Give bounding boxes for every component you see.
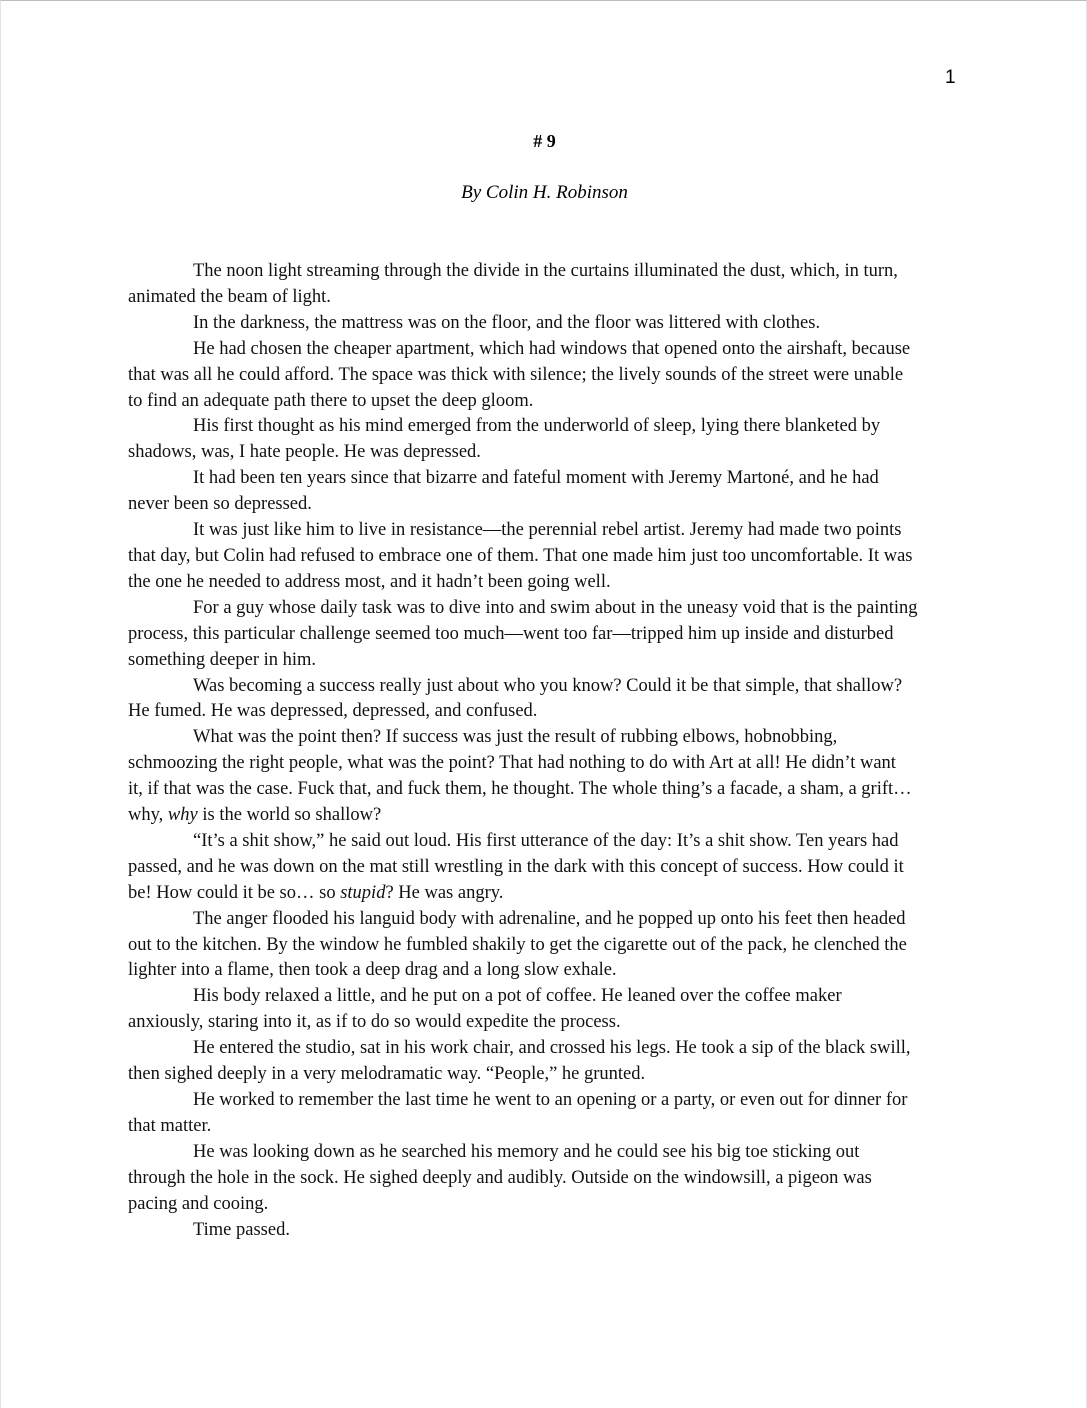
paragraph <box>128 674 963 726</box>
paragraph <box>128 414 963 466</box>
text-line: pacing and cooing. <box>128 1193 269 1214</box>
text-line: What was the point then? If success was just the result of rubbing elbows, hobnobbing, <box>193 727 838 748</box>
paragraph <box>128 1036 963 1088</box>
text-line: The anger flooded his languid body with adrenaline, and he popped up onto his feet then headed <box>193 908 906 929</box>
paragraph <box>128 518 963 596</box>
text-line: He worked to remember the last time he went to an opening or a party, or even out for dinner for <box>193 1090 908 1110</box>
text-line: never been so depressed. <box>128 494 312 515</box>
text-line: Time passed. <box>193 1219 290 1240</box>
text-line: to find an adequate path there to upset the deep gloom. <box>128 390 534 411</box>
paragraph <box>128 984 963 1036</box>
author-byline: By Colin H. Robinson <box>461 182 628 203</box>
text-line <box>128 803 963 829</box>
emphasized-word: stupid <box>340 882 386 903</box>
text-line: He fumed. He was depressed, depressed, and confused. <box>128 701 538 722</box>
text-line: the one he needed to address most, and it hadn’t been going well. <box>128 571 611 592</box>
text-line: lighter into a flame, then took a deep drag and a long slow exhale. <box>128 960 617 981</box>
text-line: It was just like him to live in resistance—the perennial rebel artist. Jeremy had made two points <box>193 520 902 541</box>
text-line: He had chosen the cheaper apartment, which had windows that opened onto the airshaft, because <box>193 338 911 359</box>
text-line: something deeper in him. <box>128 649 317 670</box>
text-line: He was looking down as he searched his memory and he could see his big toe sticking out <box>193 1141 860 1162</box>
text-line: His body relaxed a little, and he put on a pot of coffee. He leaned over the coffee maker <box>193 986 842 1007</box>
text-line: that day, but Colin had refused to embrace one of them. That one made him just too uncomfortable. It was <box>128 545 913 566</box>
text-line: passed, and he was down on the mat still wrestling in the dark with this concept of success. How could it <box>128 856 904 877</box>
text-line: animated the beam of light. <box>128 286 331 307</box>
text-line: schmoozing the right people, what was the point? That had nothing to do with Art at all! He didn’t want <box>128 753 896 774</box>
text-line: “It’s a shit show,” he said out loud. His first utterance of the day: It’s a shit show. Ten years had <box>193 830 899 851</box>
text-fragment: be! How could it be so… so <box>128 882 341 903</box>
text-fragment: why, <box>128 805 168 826</box>
text-line: Was becoming a success really just about who you know? Could it be that simple, that shallow? <box>193 675 903 696</box>
text-line: It had been ten years since that bizarre and fateful moment with Jeremy Martoné, and he had <box>193 468 879 489</box>
text-line: shadows, was, I hate people. He was depressed. <box>128 442 481 463</box>
paragraph <box>128 1218 963 1244</box>
paragraph <box>128 1088 963 1140</box>
paragraph <box>128 259 963 311</box>
page-number: 1 <box>945 67 956 88</box>
paragraph <box>128 1140 963 1218</box>
text-line: anxiously, staring into it, as if to do so would expedite the process. <box>128 1012 621 1033</box>
paragraph <box>128 725 963 829</box>
text-fragment: ? He was angry. <box>385 882 504 903</box>
text-line: For a guy whose daily task was to dive into and swim about in the uneasy void that is the painting <box>193 597 918 618</box>
text-fragment: is the world so shallow? <box>197 805 382 826</box>
paragraph <box>128 907 963 985</box>
text-line: out to the kitchen. By the window he fumbled shakily to get the cigarette out of the pack, he clenched the <box>128 934 907 955</box>
paragraph <box>128 829 963 907</box>
text-line: that matter. <box>128 1115 212 1136</box>
text-line: His first thought as his mind emerged from the underworld of sleep, lying there blanketed by <box>193 416 881 437</box>
emphasized-word: why <box>167 805 198 826</box>
text-line: process, this particular challenge seemed too much—went too far—tripped him up inside and disturbed <box>128 623 894 644</box>
text-line: through the hole in the sock. He sighed deeply and audibly. Outside on the windowsill, a pigeon was <box>128 1167 872 1188</box>
text-line: He entered the studio, sat in his work chair, and crossed his legs. He took a sip of the black swill, <box>193 1038 911 1059</box>
story-title: # 9 <box>533 131 556 151</box>
paragraph <box>128 466 963 518</box>
text-line: it, if that was the case. Fuck that, and fuck them, he thought. The whole thing’s a facade, a sham, a grift… <box>128 779 912 800</box>
text-line: The noon light streaming through the divide in the curtains illuminated the dust, which, in turn, <box>193 261 898 281</box>
text-line: that was all he could afford. The space was thick with silence; the lively sounds of the street were unable <box>128 364 904 385</box>
paragraph <box>128 311 963 337</box>
text-line: In the darkness, the mattress was on the floor, and the floor was littered with clothes. <box>193 312 821 333</box>
text-line <box>128 881 963 907</box>
text-line: then sighed deeply in a very melodramatic way. “People,” he grunted. <box>128 1064 646 1085</box>
story-body <box>128 259 963 1243</box>
paragraph <box>128 596 963 674</box>
paragraph <box>128 337 963 415</box>
